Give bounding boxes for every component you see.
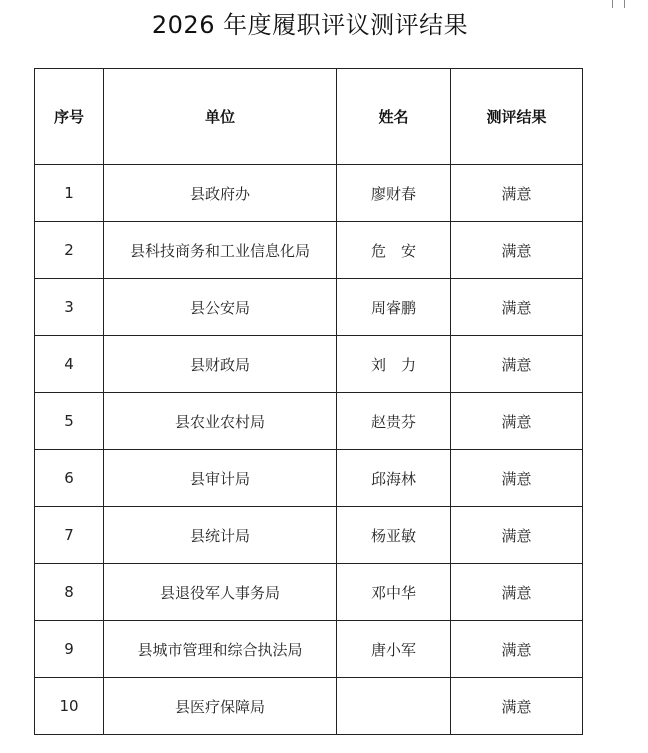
cell-unit: 县公安局: [104, 279, 337, 336]
cell-name: [337, 678, 451, 735]
cell-result: 满意: [451, 678, 583, 735]
table-row: [35, 564, 583, 621]
table-header-row: [35, 69, 583, 165]
cell-result: 满意: [451, 621, 583, 678]
cell-result: 满意: [451, 450, 583, 507]
cell-result: 满意: [451, 564, 583, 621]
results-table: [34, 68, 583, 735]
cell-name: 唐小军: [337, 621, 451, 678]
cell-name: 周睿鹏: [337, 279, 451, 336]
cell-seq: 4: [35, 336, 104, 393]
cell-name: 刘 力: [337, 336, 451, 393]
cell-name: 赵贵芬: [337, 393, 451, 450]
cell-seq: 8: [35, 564, 104, 621]
cell-name: 邱海林: [337, 450, 451, 507]
cell-seq: 6: [35, 450, 104, 507]
cell-name: 危 安: [337, 222, 451, 279]
cell-result: 满意: [451, 336, 583, 393]
table-row: [35, 222, 583, 279]
cell-seq: 1: [35, 165, 104, 222]
header-name: 姓名: [337, 69, 451, 165]
table-row: [35, 678, 583, 735]
page-corner-mark-right: [624, 0, 633, 8]
cell-unit: 县科技商务和工业信息化局: [104, 222, 337, 279]
cell-unit: 县退役军人事务局: [104, 564, 337, 621]
cell-unit: 县医疗保障局: [104, 678, 337, 735]
page-title: 2026 年度履职评议测评结果: [151, 11, 469, 39]
cell-unit: 县政府办: [104, 165, 337, 222]
cell-seq: 10: [35, 678, 104, 735]
table-row: [35, 165, 583, 222]
table-row: [35, 279, 583, 336]
cell-unit: 县城市管理和综合执法局: [104, 621, 337, 678]
cell-unit: 县财政局: [104, 336, 337, 393]
cell-name: 杨亚敏: [337, 507, 451, 564]
cell-unit: 县农业农村局: [104, 393, 337, 450]
cell-unit: 县统计局: [104, 507, 337, 564]
header-seq: 序号: [35, 69, 104, 165]
cell-result: 满意: [451, 165, 583, 222]
cell-seq: 7: [35, 507, 104, 564]
cell-result: 满意: [451, 222, 583, 279]
table-row: [35, 507, 583, 564]
cell-seq: 5: [35, 393, 104, 450]
header-unit: 单位: [104, 69, 337, 165]
cell-result: 满意: [451, 393, 583, 450]
cell-result: 满意: [451, 507, 583, 564]
header-result: 测评结果: [451, 69, 583, 165]
table-row: [35, 450, 583, 507]
cell-unit: 县审计局: [104, 450, 337, 507]
cell-result: 满意: [451, 279, 583, 336]
cell-name: 邓中华: [337, 564, 451, 621]
cell-name: 廖财春: [337, 165, 451, 222]
cell-seq: 3: [35, 279, 104, 336]
cell-seq: 2: [35, 222, 104, 279]
table-row: [35, 621, 583, 678]
cell-seq: 9: [35, 621, 104, 678]
table-row: [35, 393, 583, 450]
table-row: [35, 336, 583, 393]
